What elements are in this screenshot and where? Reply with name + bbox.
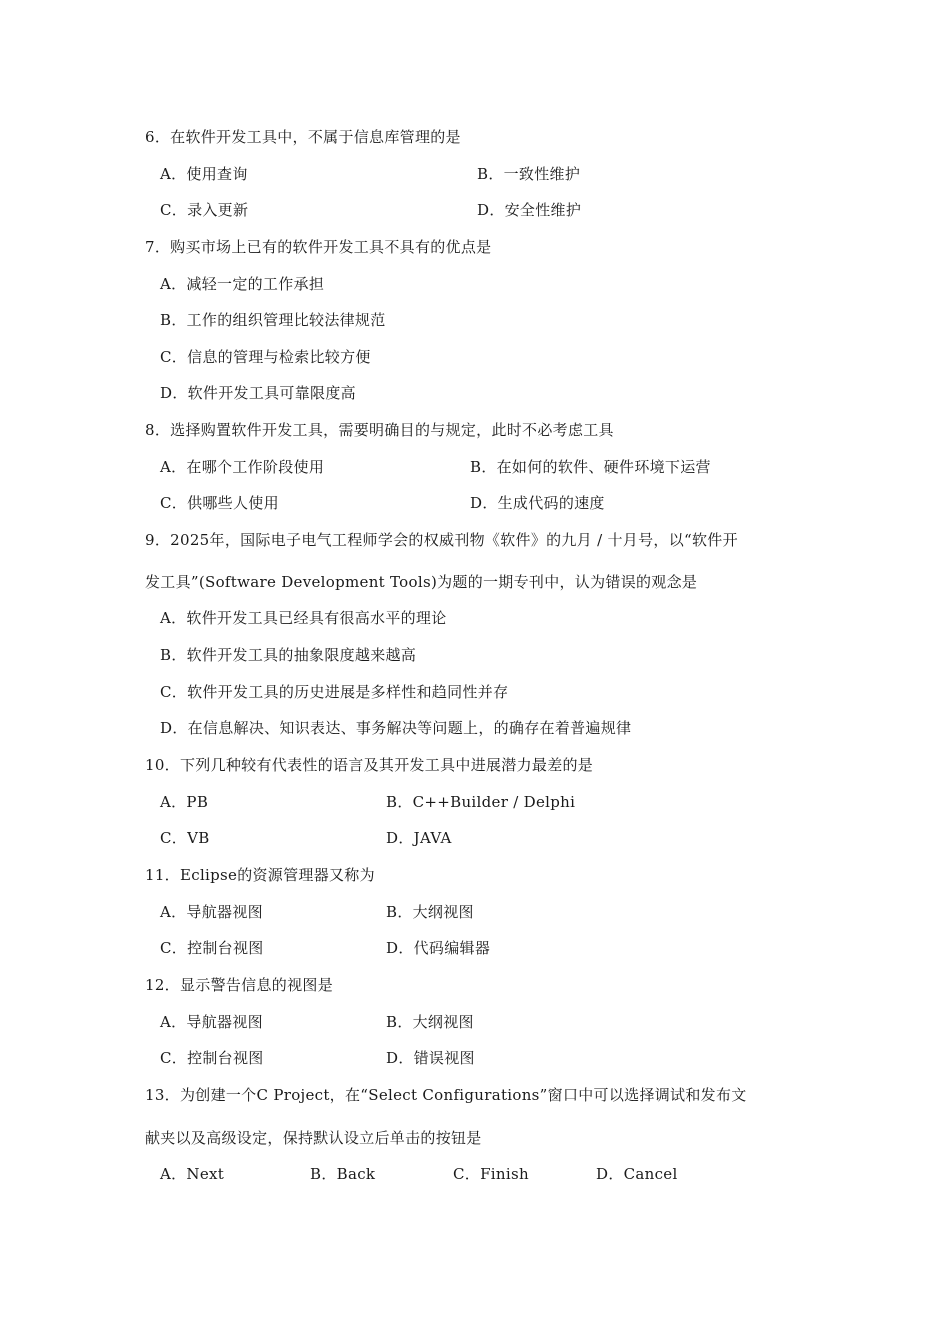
- question-11-option-d: D．代码编辑器: [386, 939, 491, 957]
- question-13-option-d: D．Cancel: [596, 1165, 678, 1183]
- question-13-option-c: C．Finish: [453, 1165, 529, 1183]
- question-11-stem: 11．Eclipse的资源管理器又称为: [145, 866, 375, 884]
- question-9-option-c: C．软件开发工具的历史进展是多样性和趋同性并存: [160, 683, 509, 701]
- question-7-option-c: C．信息的管理与检索比较方便: [160, 348, 371, 366]
- question-7-stem: 7．购买市场上已有的软件开发工具不具有的优点是: [145, 238, 492, 256]
- question-9-stem-line-1: 9．2025年，国际电子电气工程师学会的权威刊物《软件》的九月 / 十月号，以“软件开: [145, 531, 738, 549]
- question-9-option-b: B．软件开发工具的抽象限度越来越高: [160, 646, 417, 664]
- question-12-stem: 12．显示警告信息的视图是: [145, 976, 333, 994]
- question-7-option-b: B．工作的组织管理比较法律规范: [160, 311, 386, 329]
- question-6-option-b: B．一致性维护: [477, 165, 581, 183]
- question-13-option-a: A．Next: [160, 1165, 225, 1183]
- question-6-option-d: D．安全性维护: [477, 201, 582, 219]
- question-9-option-a: A．软件开发工具已经具有很高水平的理论: [160, 609, 447, 627]
- question-10-option-b: B．C++Builder / Delphi: [386, 793, 576, 811]
- question-8-option-a: A．在哪个工作阶段使用: [160, 458, 325, 476]
- question-12-option-b: B．大纲视图: [386, 1013, 474, 1031]
- question-11-option-c: C．控制台视图: [160, 939, 264, 957]
- question-8-option-c: C．供哪些人使用: [160, 494, 279, 512]
- question-13-stem-line-1: 13．为创建一个C Project，在“Select Configurations”窗口中可以选择调试和发布文: [145, 1086, 747, 1104]
- question-10-option-c: C．VB: [160, 829, 210, 847]
- question-11-option-b: B．大纲视图: [386, 903, 474, 921]
- question-10-option-a: A．PB: [160, 793, 209, 811]
- question-6-option-c: C．录入更新: [160, 201, 249, 219]
- question-9-stem-line-2: 发工具”(Software Development Tools)为题的一期专刊中，认为错误的观念是: [145, 573, 698, 591]
- question-7-option-a: A．减轻一定的工作承担: [160, 275, 325, 293]
- question-6-stem: 6．在软件开发工具中，不属于信息库管理的是: [145, 128, 461, 146]
- question-12-option-c: C．控制台视图: [160, 1049, 264, 1067]
- question-6-option-a: A．使用查询: [160, 165, 248, 183]
- question-11-option-a: A．导航器视图: [160, 903, 263, 921]
- question-13-option-b: B．Back: [310, 1165, 376, 1183]
- question-10-option-d: D．JAVA: [386, 829, 452, 847]
- question-13-stem-line-2: 献夹以及高级设定，保持默认设立后单击的按钮是: [145, 1129, 482, 1147]
- question-8-stem: 8．选择购置软件开发工具，需要明确目的与规定，此时不必考虑工具: [145, 421, 614, 439]
- question-12-option-a: A．导航器视图: [160, 1013, 263, 1031]
- question-9-option-d: D．在信息解决、知识表达、事务解决等问题上，的确存在着普遍规律: [160, 719, 632, 737]
- question-7-option-d: D．软件开发工具可靠限度高: [160, 384, 356, 402]
- question-10-stem: 10．下列几种较有代表性的语言及其开发工具中进展潜力最差的是: [145, 756, 594, 774]
- question-8-option-d: D．生成代码的速度: [470, 494, 605, 512]
- question-8-option-b: B．在如何的软件、硬件环境下运营: [470, 458, 711, 476]
- question-12-option-d: D．错误视图: [386, 1049, 475, 1067]
